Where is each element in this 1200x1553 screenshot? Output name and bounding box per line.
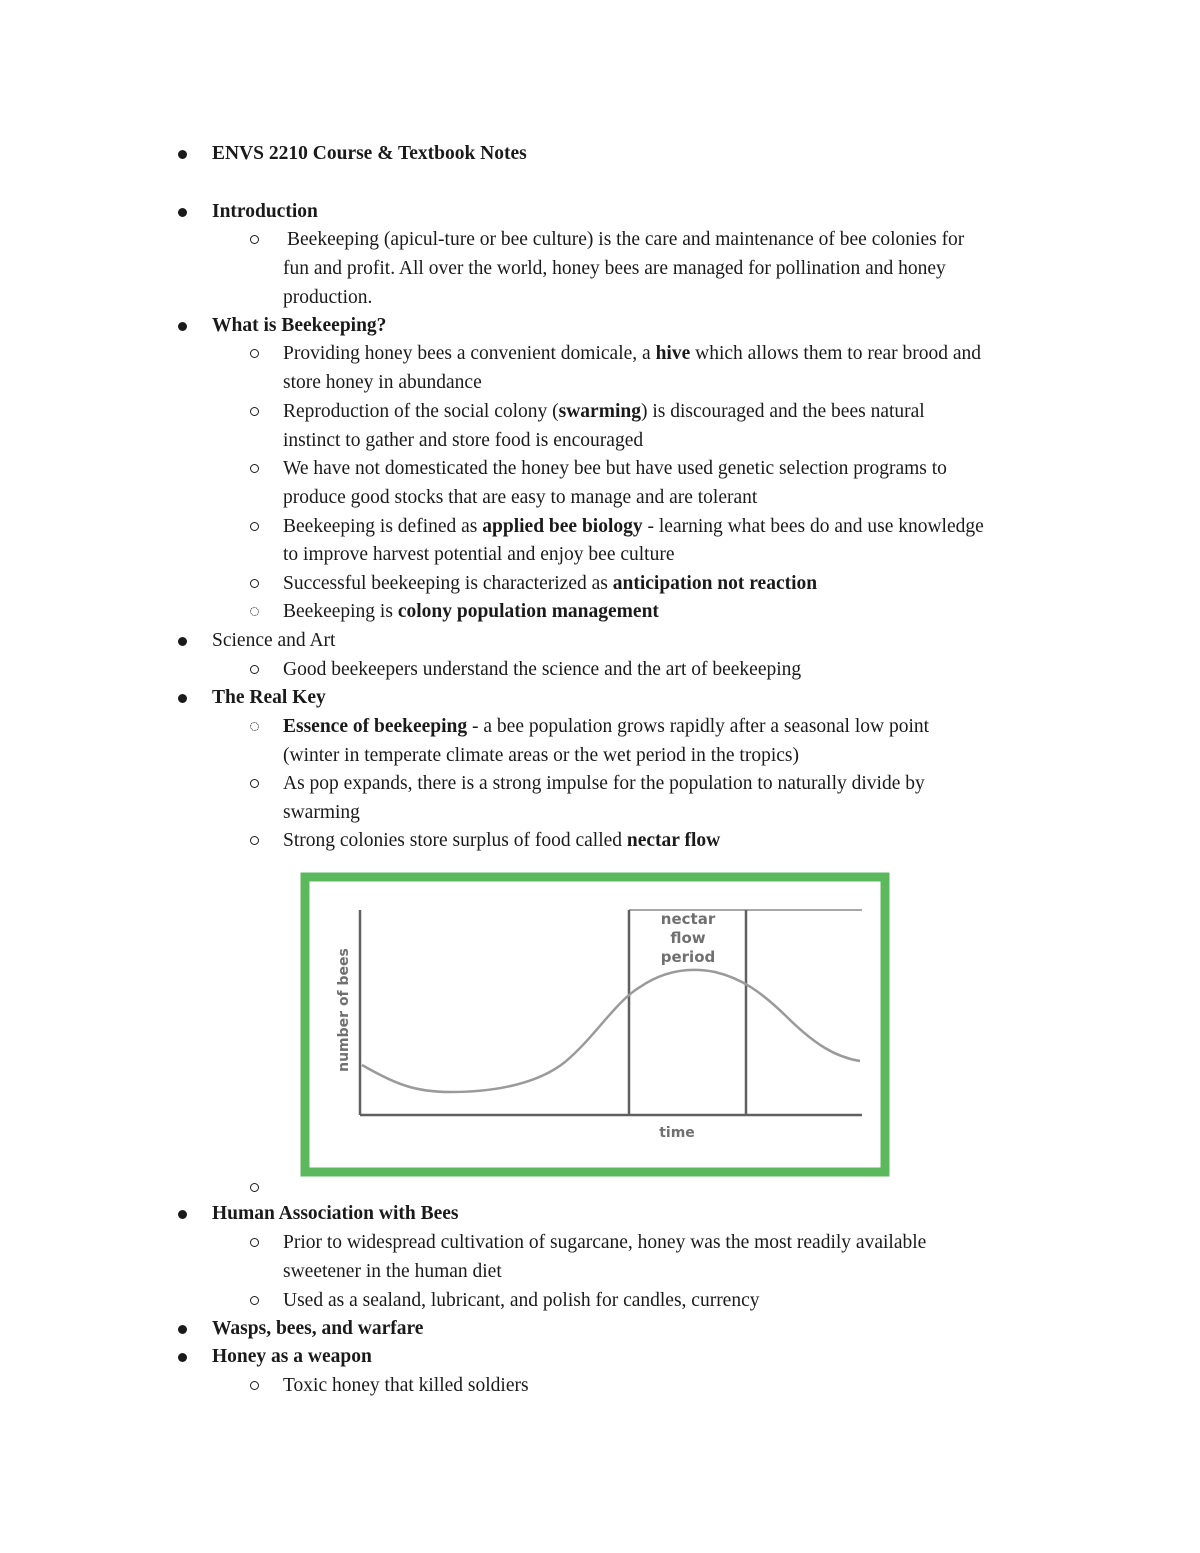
y-axis-label: number of bees	[336, 948, 352, 1072]
intro-item-1-line-2: fun and profit. All over the world, honey bees are managed for pollination and honey	[283, 258, 946, 279]
bullet-circle-icon	[250, 836, 259, 845]
bullet-circle-icon	[250, 1296, 259, 1305]
bullet-disc-icon	[178, 322, 187, 331]
bee-population-chart	[300, 872, 890, 1177]
x-axis-label: time	[659, 1125, 695, 1141]
bullet-circle-icon	[250, 522, 259, 531]
bullet-dotted-circle-icon	[250, 607, 259, 616]
what-is-item-3-line-2: produce good stocks that are easy to manage and are tolerant	[283, 487, 758, 508]
bullet-circle-icon	[250, 349, 259, 358]
bullet-circle-icon	[250, 407, 259, 416]
bullet-circle-icon	[250, 235, 259, 244]
bullet-circle-icon	[250, 1183, 259, 1192]
what-is-item-3-line-1: We have not domesticated the honey bee but have used genetic selection programs to	[283, 458, 947, 479]
real-key-item-1-line-2: (winter in temperate climate areas or the wet period in the tropics)	[283, 745, 799, 766]
bullet-circle-icon	[250, 665, 259, 674]
bullet-disc-icon	[178, 150, 187, 159]
heading-what-is-beekeeping: What is Beekeeping?	[212, 315, 387, 336]
bullet-disc-icon	[178, 637, 187, 646]
real-key-item-3: Strong colonies store surplus of food called nectar flow	[283, 830, 721, 851]
bullet-disc-icon	[178, 208, 187, 217]
what-is-item-2-line-1: Reproduction of the social colony (swarming) is discouraged and the bees natural	[283, 401, 925, 422]
weapon-item-1: Toxic honey that killed soldiers	[283, 1375, 529, 1396]
what-is-item-6: Beekeeping is colony population management	[283, 601, 659, 622]
annotation-line-2: flow	[670, 929, 706, 947]
bullet-circle-icon	[250, 579, 259, 588]
what-is-item-4-line-2: to improve harvest potential and enjoy bee culture	[283, 544, 675, 565]
heading-the-real-key: The Real Key	[212, 687, 326, 708]
heading-wasps-bees-warfare: Wasps, bees, and warfare	[212, 1318, 424, 1339]
annotation-line-1: nectar	[660, 910, 716, 928]
bullet-circle-icon	[250, 464, 259, 473]
human-item-1-line-2: sweetener in the human diet	[283, 1261, 502, 1282]
bullet-circle-icon	[250, 779, 259, 788]
real-key-item-1-line-1: Essence of beekeeping - a bee population grows rapidly after a seasonal low point	[283, 716, 930, 737]
bullet-circle-icon	[250, 1381, 259, 1390]
document-title: ENVS 2210 Course & Textbook Notes	[212, 143, 527, 164]
real-key-item-2-line-2: swarming	[283, 802, 360, 823]
what-is-item-1-line-1: Providing honey bees a convenient domicale, a hive which allows them to rear brood and	[283, 343, 982, 364]
bullet-dotted-circle-icon	[250, 722, 259, 731]
intro-item-1-line-3: production.	[283, 287, 373, 308]
bullet-disc-icon	[178, 1325, 187, 1334]
chart-frame	[305, 877, 885, 1172]
science-art-item-1: Good beekeepers understand the science and the art of beekeeping	[283, 659, 802, 680]
bullet-disc-icon	[178, 1210, 187, 1219]
heading-honey-as-weapon: Honey as a weapon	[212, 1346, 372, 1367]
annotation-line-3: period	[660, 948, 716, 966]
what-is-item-2-line-2: instinct to gather and store food is encouraged	[283, 430, 644, 451]
bullet-disc-icon	[178, 694, 187, 703]
what-is-item-4-line-1: Beekeeping is defined as applied bee biology - learning what bees do and use knowledge	[283, 516, 984, 537]
heading-introduction: Introduction	[212, 201, 318, 222]
what-is-item-1-line-2: store honey in abundance	[283, 372, 482, 393]
human-item-1-line-1: Prior to widespread cultivation of sugarcane, honey was the most readily available	[283, 1232, 927, 1253]
heading-human-association: Human Association with Bees	[212, 1203, 459, 1224]
bullet-disc-icon	[178, 1353, 187, 1362]
heading-science-and-art: Science and Art	[212, 630, 336, 651]
intro-item-1-line-1: Beekeeping (apicul-ture or bee culture) is the care and maintenance of bee colonies for	[287, 229, 965, 250]
chart-svg	[300, 872, 890, 1177]
real-key-item-2-line-1: As pop expands, there is a strong impulse for the population to naturally divide by	[283, 773, 925, 794]
what-is-item-5: Successful beekeeping is characterized as anticipation not reaction	[283, 573, 818, 594]
bullet-circle-icon	[250, 1238, 259, 1247]
human-item-2: Used as a sealand, lubricant, and polish for candles, currency	[283, 1290, 760, 1311]
